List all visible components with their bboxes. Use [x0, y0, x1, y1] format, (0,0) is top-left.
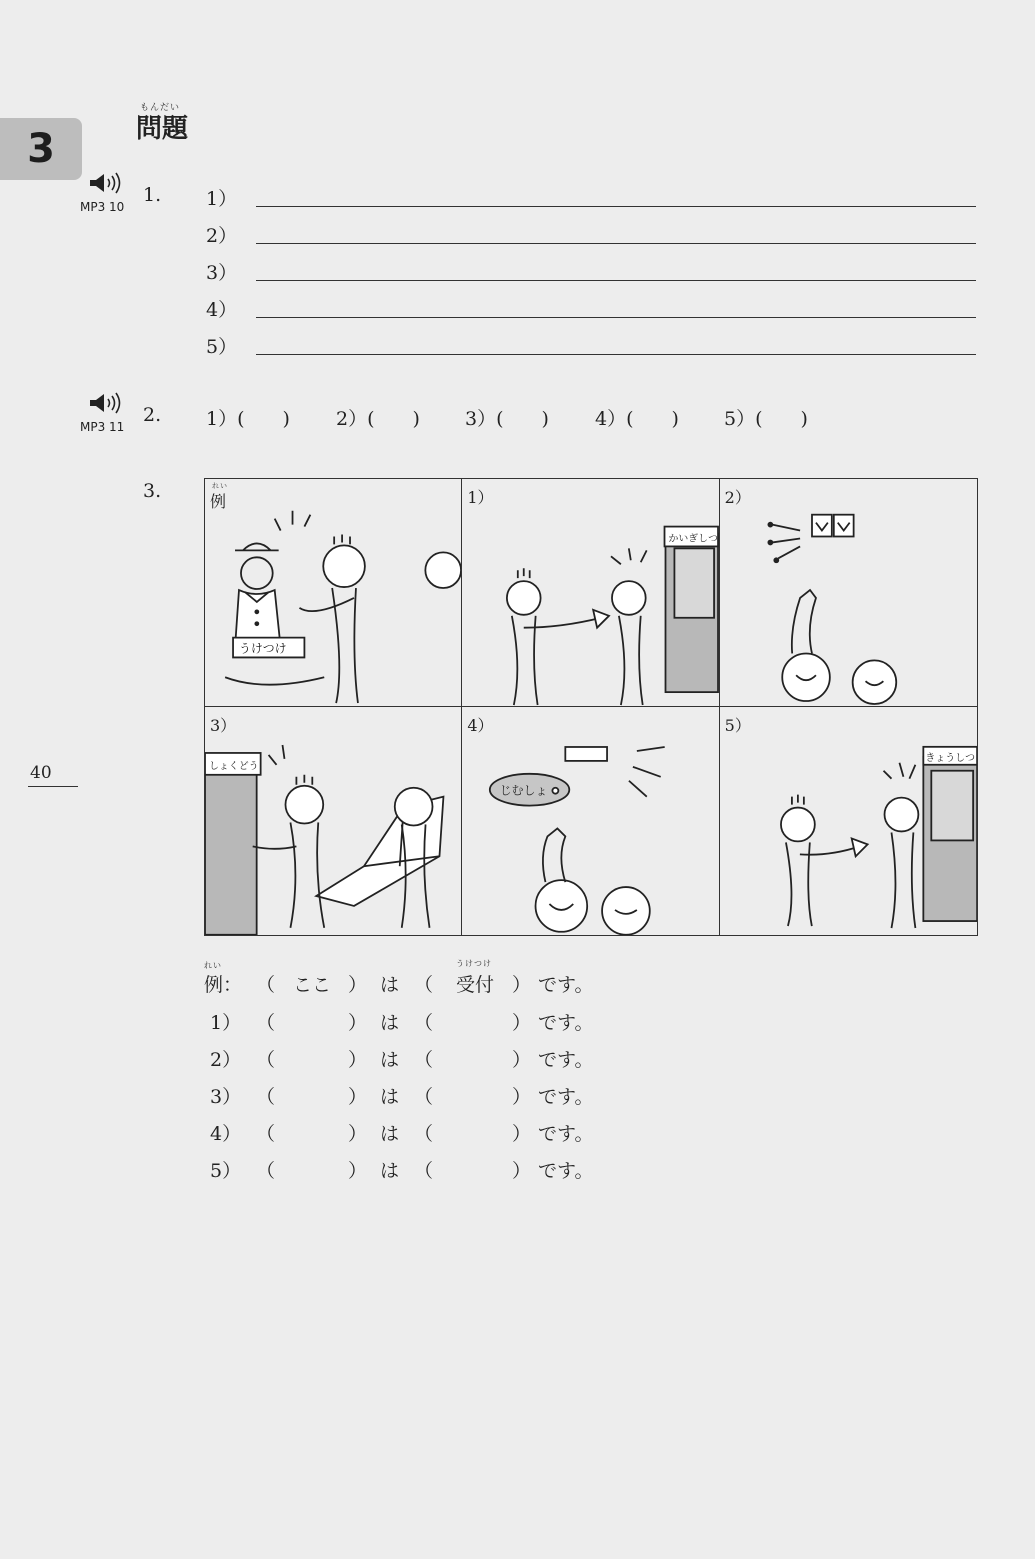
blank-close-paren[interactable]: ） [512, 1012, 532, 1034]
answer-line[interactable] [256, 243, 976, 244]
chapter-number: 3 [27, 126, 55, 172]
blank-open-paren[interactable]: （ [414, 1160, 434, 1182]
q2-blank[interactable]: 1）( ) [206, 408, 290, 430]
q1-item-label: 1） [206, 188, 238, 210]
blank-close-paren[interactable]: ） [512, 1086, 532, 1108]
meeting-room-illustration [462, 479, 718, 706]
panel-sign-text: きょうしつ [924, 752, 975, 764]
q2-blank[interactable]: 3）( ) [465, 408, 549, 430]
q2-blank[interactable]: 4）( ) [595, 408, 679, 430]
topic-particle: は [380, 1123, 400, 1145]
illustration-panel [462, 707, 719, 935]
panel-sign-text: かいぎしつ [668, 533, 719, 545]
illustration-panel [720, 479, 977, 707]
cafeteria-illustration [205, 707, 461, 935]
blank-close-paren[interactable]: ） [348, 1086, 368, 1108]
blank-close-paren[interactable]: ） [348, 1123, 368, 1145]
example-answer-2: 受付 [456, 974, 495, 996]
topic-particle: は [380, 974, 400, 996]
q2-blank[interactable]: 2）( ) [336, 408, 420, 430]
close-paren: ） [512, 974, 532, 996]
sentence-ending: です。 [538, 1160, 594, 1182]
q3-answer-row [0, 1119, 1035, 1149]
row-label: 4） [210, 1123, 242, 1145]
blank-open-paren[interactable]: （ [256, 1123, 276, 1145]
chapter-tab [0, 118, 82, 180]
topic-particle: は [380, 1049, 400, 1071]
panel-sign-text: うけつけ [238, 641, 287, 656]
illustration-panel [205, 707, 462, 935]
sentence-ending: です。 [538, 1086, 594, 1108]
illustration-panel [205, 479, 462, 707]
panel-sign-text: じむしょ [500, 783, 548, 798]
q1-item-label: 2） [206, 225, 238, 247]
blank-close-paren[interactable]: ） [512, 1123, 532, 1145]
question-number: 1. [143, 184, 162, 206]
illustration-panel [720, 707, 977, 935]
office-illustration [462, 707, 718, 935]
blank-open-paren[interactable]: （ [256, 1086, 276, 1108]
sentence-ending: です。 [538, 1123, 594, 1145]
example-answer-1: ここ [293, 974, 332, 996]
example-sentence [0, 970, 1035, 1000]
panel-label: 4） [467, 716, 494, 735]
close-paren: ） [348, 974, 368, 996]
reception-illustration [205, 479, 461, 706]
blank-open-paren[interactable]: （ [256, 1012, 276, 1034]
answer-line[interactable] [256, 206, 976, 207]
blank-close-paren[interactable]: ） [348, 1160, 368, 1182]
q1-item-label: 5） [206, 336, 238, 358]
row-label: 5） [210, 1160, 242, 1182]
panel-label: 1） [467, 488, 494, 507]
topic-particle: は [380, 1012, 400, 1034]
topic-particle: は [380, 1160, 400, 1182]
q2-answer-row [0, 404, 1035, 434]
q3-answer-row [0, 1156, 1035, 1186]
answer-line[interactable] [256, 354, 976, 355]
answer-line[interactable] [256, 317, 976, 318]
panel-label-ruby: れい [212, 482, 228, 490]
example-label-ruby: れい [204, 961, 222, 970]
q1-item-label: 3） [206, 262, 238, 284]
topic-particle: は [380, 1086, 400, 1108]
panel-label: 5） [724, 716, 751, 735]
answer-line[interactable] [256, 280, 976, 281]
example-label: 例： [204, 974, 243, 996]
blank-close-paren[interactable]: ） [348, 1049, 368, 1071]
blank-open-paren[interactable]: （ [414, 1123, 434, 1145]
page-number-rule [28, 786, 78, 787]
blank-open-paren[interactable]: （ [414, 1086, 434, 1108]
blank-open-paren[interactable]: （ [414, 1012, 434, 1034]
blank-close-paren[interactable]: ） [348, 1012, 368, 1034]
illustration-panel [462, 479, 719, 707]
open-paren: （ [414, 974, 434, 996]
q3-answer-row [0, 1008, 1035, 1038]
blank-open-paren[interactable]: （ [414, 1049, 434, 1071]
page-title: 問題 [136, 114, 189, 144]
illustration-grid [204, 478, 978, 936]
page-number: 40 [30, 763, 52, 783]
example-answer-ruby: うけつけ [456, 959, 492, 968]
row-label: 3） [210, 1086, 242, 1108]
audio-track-label: MP3 11 [80, 420, 125, 434]
panel-label: 例 [210, 492, 227, 511]
panel-label: 3） [210, 716, 237, 735]
q1-item-label: 4） [206, 299, 238, 321]
panel-sign-text: しょくどう [208, 760, 259, 772]
sentence-ending: です。 [538, 1012, 594, 1034]
audio-track-label: MP3 10 [80, 200, 125, 214]
classroom-illustration [720, 707, 977, 935]
row-label: 2） [210, 1049, 242, 1071]
blank-close-paren[interactable]: ） [512, 1160, 532, 1182]
question-number: 3. [143, 480, 162, 502]
blank-close-paren[interactable]: ） [512, 1049, 532, 1071]
speaker-icon[interactable] [88, 172, 128, 198]
sentence-ending: です。 [538, 974, 594, 996]
question-number: 2. [143, 404, 162, 426]
title-ruby: もんだい [140, 103, 181, 113]
q2-blank[interactable]: 5）( ) [724, 408, 808, 430]
blank-open-paren[interactable]: （ [256, 1049, 276, 1071]
blank-open-paren[interactable]: （ [256, 1160, 276, 1182]
open-paren: （ [256, 974, 276, 996]
q3-answer-row [0, 1045, 1035, 1075]
sentence-ending: です。 [538, 1049, 594, 1071]
row-label: 1） [210, 1012, 242, 1034]
restroom-illustration [720, 479, 977, 706]
panel-label: 2） [724, 488, 751, 507]
q3-answer-row [0, 1082, 1035, 1112]
